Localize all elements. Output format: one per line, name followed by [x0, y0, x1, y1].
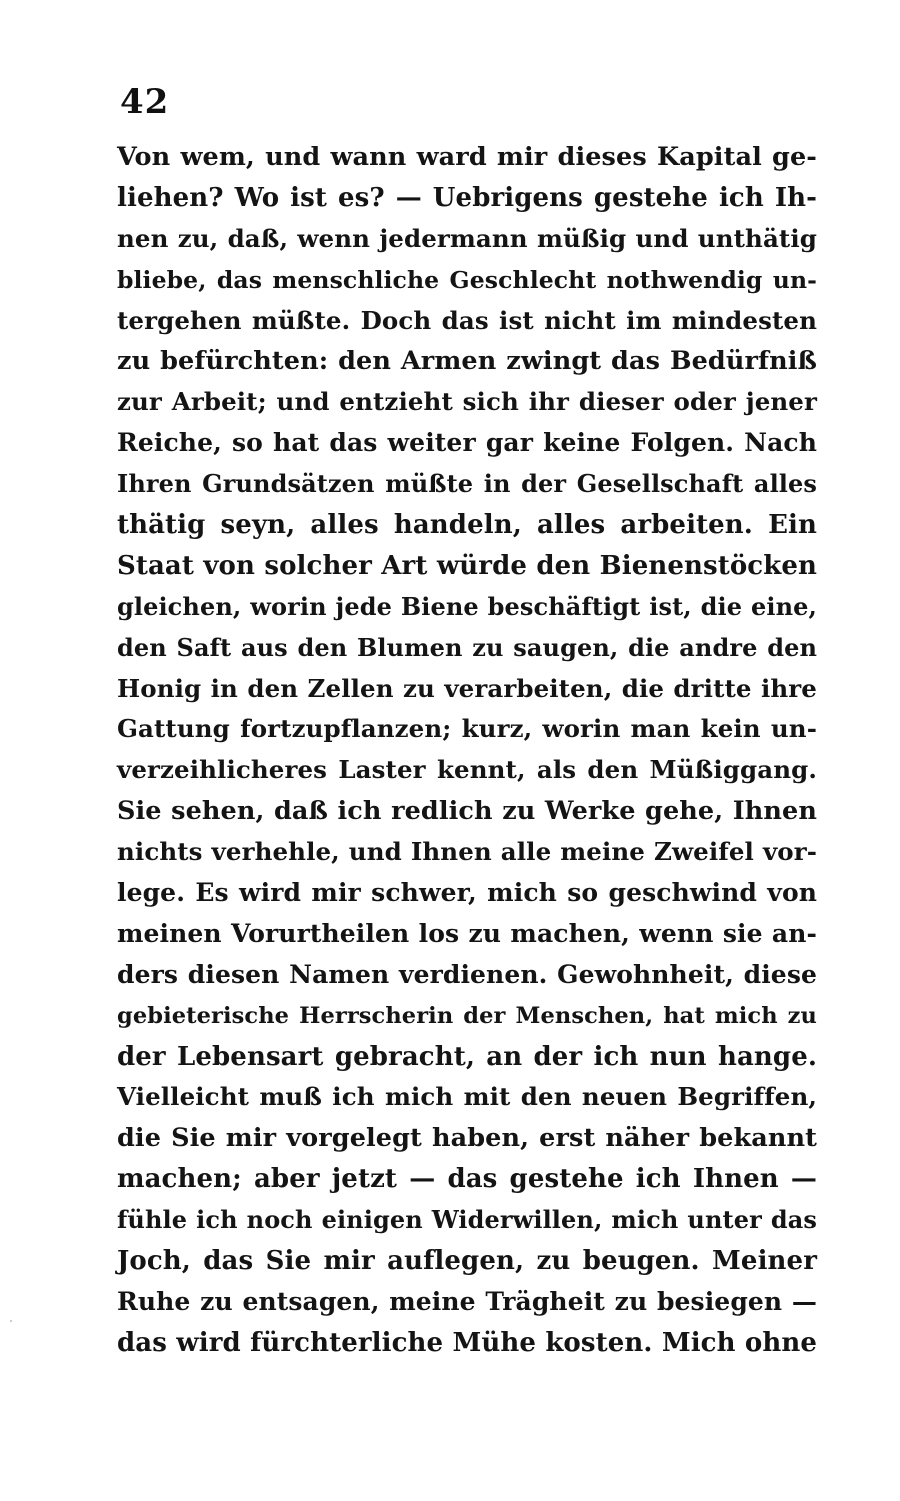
text-line: Joch, das Sie mir auflegen, zu beugen. Meiner [117, 1246, 817, 1277]
text-line: Sie sehen, daß ich redlich zu Werke gehe, Ihnen [117, 796, 817, 827]
text-line: Gattung fortzupflanzen; kurz, worin man kein un- [117, 714, 817, 744]
text-line: ders diesen Namen verdienen. Gewohnheit, diese [117, 959, 817, 989]
text-line: lege. Es wird mir schwer, mich so geschwind von [117, 878, 817, 908]
text-line: Reiche, so hat das weiter gar keine Folgen. Nach [117, 428, 817, 458]
text-line: liehen? Wo ist es? — Uebrigens gestehe ich Ih- [117, 182, 817, 213]
text-line: Staat von solcher Art würde den Bienenstöcken [117, 550, 817, 581]
text-line: gleichen, worin jede Biene beschäftigt ist, die eine, [117, 591, 817, 621]
text-line: gebieterische Herrscherin der Menschen, hat mich zu [117, 1002, 817, 1029]
margin-speck [10, 1320, 12, 1322]
text-line: nichts verhehle, und Ihnen alle meine Zweifel vor- [117, 837, 817, 867]
text-line: verzeihlicheres Laster kennt, als den Müßiggang. [117, 755, 817, 785]
text-line: Ihren Grundsätzen müßte in der Gesellschaft alles [117, 469, 817, 499]
text-line: Honig in den Zellen zu verarbeiten, die dritte ihre [117, 673, 817, 703]
text-line: bliebe, das menschliche Geschlecht nothwendig un- [117, 265, 817, 294]
text-line: thätig seyn, alles handeln, alles arbeiten. Ein [117, 510, 817, 541]
text-line: zur Arbeit; und entzieht sich ihr dieser oder jener [117, 387, 817, 417]
text-line: der Lebensart gebracht, an der ich nun hange. [117, 1041, 817, 1072]
text-line: Ruhe zu entsagen, meine Trägheit zu besiegen — [117, 1286, 817, 1316]
page-number: 42 [120, 82, 170, 122]
text-line: zu befürchten: den Armen zwingt das Bedürfniß [117, 346, 817, 377]
text-line: den Saft aus den Blumen zu saugen, die andre den [117, 632, 817, 662]
text-line: nen zu, daß, wenn jedermann müßig und unthätig [117, 223, 817, 253]
text-line: die Sie mir vorgelegt haben, erst näher bekannt [117, 1123, 817, 1154]
text-line: das wird fürchterliche Mühe kosten. Mich ohne [117, 1327, 817, 1358]
body-text [117, 137, 817, 1364]
text-line: Vielleicht muß ich mich mit den neuen Begriffen, [117, 1082, 817, 1112]
text-line: tergehen müßte. Doch das ist nicht im mindesten [117, 305, 817, 335]
text-line: meinen Vorurtheilen los zu machen, wenn sie an- [117, 918, 817, 948]
text-line: Von wem, und wann ward mir dieses Kapital ge- [117, 142, 817, 172]
text-line: machen; aber jetzt — das gestehe ich Ihnen — [117, 1164, 817, 1195]
text-line: fühle ich noch einigen Widerwillen, mich unter das [117, 1205, 817, 1235]
